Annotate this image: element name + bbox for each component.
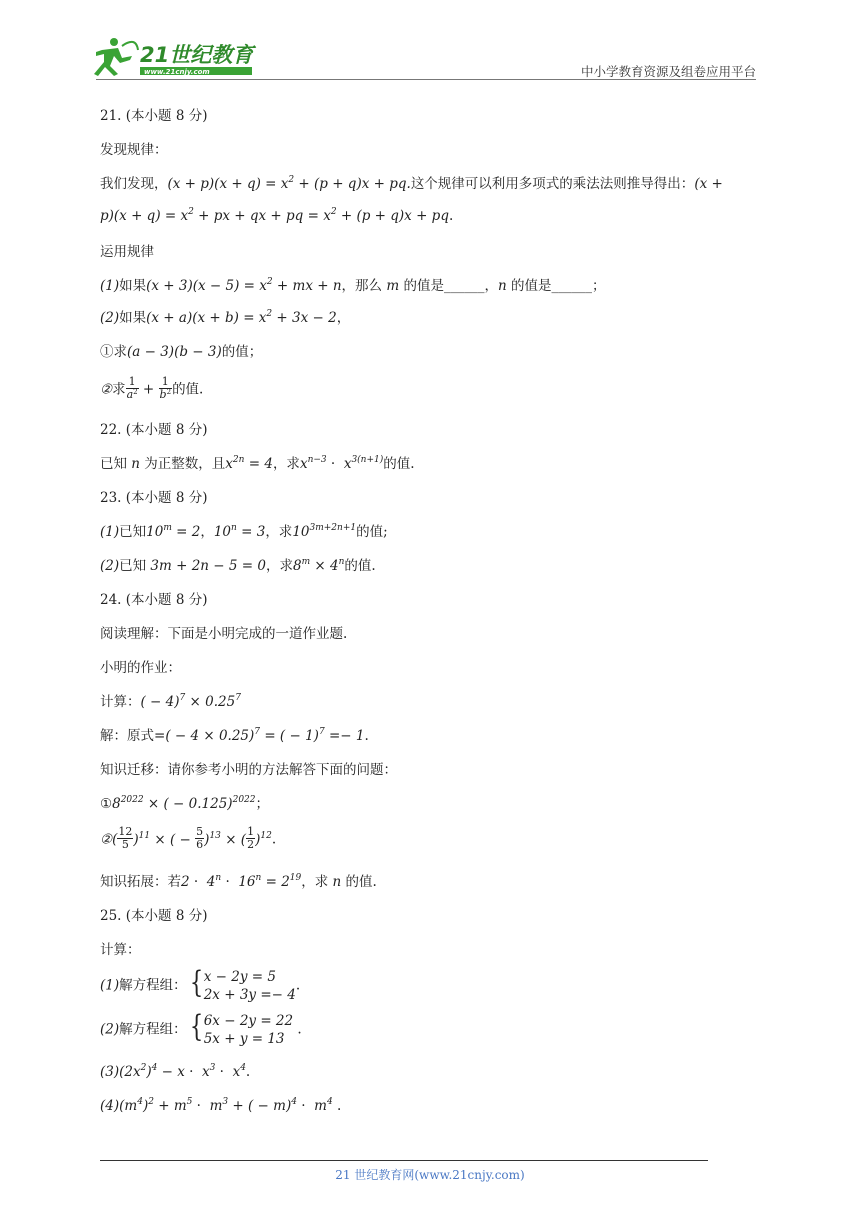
q24-calc: 计算：( − $4)^7 \times 0.25^7$ <box>100 693 241 710</box>
q25-calc-label: 计算： <box>100 942 141 958</box>
q23-title: 23. (本小题 8 分) <box>100 490 208 506</box>
q24-homework-label: 小明的作业： <box>100 660 181 676</box>
footer-divider <box>100 1160 708 1161</box>
logo-url: www.21cnjy.com <box>144 68 210 76</box>
q24-transfer: 知识迁移：请你参考小明的方法解答下面的问题： <box>100 762 397 778</box>
q25-sub-4: $(4)(m^4)^2 + m^5 \cdot m^3$ + ( − $m)^4 \cdot m^4$ . <box>100 1097 342 1114</box>
q24-intro: 阅读理解：下面是小明完成的一道作业题. <box>100 626 348 642</box>
q24-item-2: ②( $\frac{12}{5}$ )$^{11}$ × ( − $\frac{5}{6}$ )$^{13}$ × ( $\frac{1}{2}$ )$^{12}$. <box>100 825 277 851</box>
q21-paragraph-2: $p)(x + q) = x^2$ + px + qx + pq = $x^2 + (p + q)x$ + pq. <box>100 207 454 224</box>
header-divider <box>96 79 756 80</box>
q24-item-1: $①8^{2022}$ × ( − 0.125)$^{2022}$； <box>100 795 269 812</box>
q21-heading-discover: 发现规律： <box>100 142 168 158</box>
q23-sub-2: (2)已知 3m + 2n − 5 = 0，求$8^m \times 4^n$的值. <box>100 557 376 574</box>
q21-sub-2-1: ①求(a − 3)(b − 3)的值； <box>100 344 263 360</box>
q25-sub-2: (2)解方程组：{6x − 2y = 22 5x + y = 13 . <box>100 1009 302 1048</box>
q21-sub-1: (1)如果$(x + 3)(x - 5) = x^2$ + mx + n，那么 m 的值是______，n 的值是______； <box>100 277 606 294</box>
q21-title: 21. (本小题 8 分) <box>100 108 208 124</box>
q24-extension: 知识拓展：若$2 \cdot 4^n \cdot 16^n = 2^{19}$，求 n 的值. <box>100 873 377 890</box>
site-logo <box>92 36 262 80</box>
q23-sub-1: (1)已知$10^m = 2$，$10^n = 3$，求$10^{3m+2n+1}$的值; <box>100 523 388 540</box>
q24-title: 24. (本小题 8 分) <box>100 592 208 608</box>
q25-sub-1: (1)解方程组：{x − 2y = 5 2x + 3y =− 4. <box>100 965 301 1004</box>
q21-heading-apply: 运用规律 <box>100 244 154 260</box>
q25-sub-3: $(3)(2x^2)^4 - x \cdot x^3 \cdot x^4$. <box>100 1063 251 1080</box>
site-name: 中小学教育资源及组卷应用平台 <box>580 64 756 79</box>
q25-title: 25. (本小题 8 分) <box>100 908 208 924</box>
q24-solution: 解：原式=( − 4 × 0.25)$^7$ = ( − 1)$^7$ =− 1. <box>100 727 369 744</box>
q22-text: 已知 n 为正整数，且$x^{2n} = 4$，求$x^{n-3} \cdot x^{3(n+1)}$的值. <box>100 455 415 472</box>
q21-sub-2: (2)如果$(x + a)(x + b) = x^2 + 3x - 2$， <box>100 309 351 326</box>
q21-paragraph-1: 我们发现，$(x + p)(x + q) = x^2 + (p + q)x$ + pq.这个规律可以利用多项式的乘法法则推导得出：(x + <box>100 175 723 192</box>
q21-sub-2-2: ②求 $\frac{1}{a^2}$ + $\frac{1}{b^2}$ 的值. <box>100 375 204 401</box>
footer-text: 21 世纪教育网(www.21cnjy.com) <box>335 1168 525 1182</box>
q22-title: 22. (本小题 8 分) <box>100 422 208 438</box>
page-header <box>0 0 860 84</box>
logo-text: 21世纪教育 <box>140 43 254 67</box>
